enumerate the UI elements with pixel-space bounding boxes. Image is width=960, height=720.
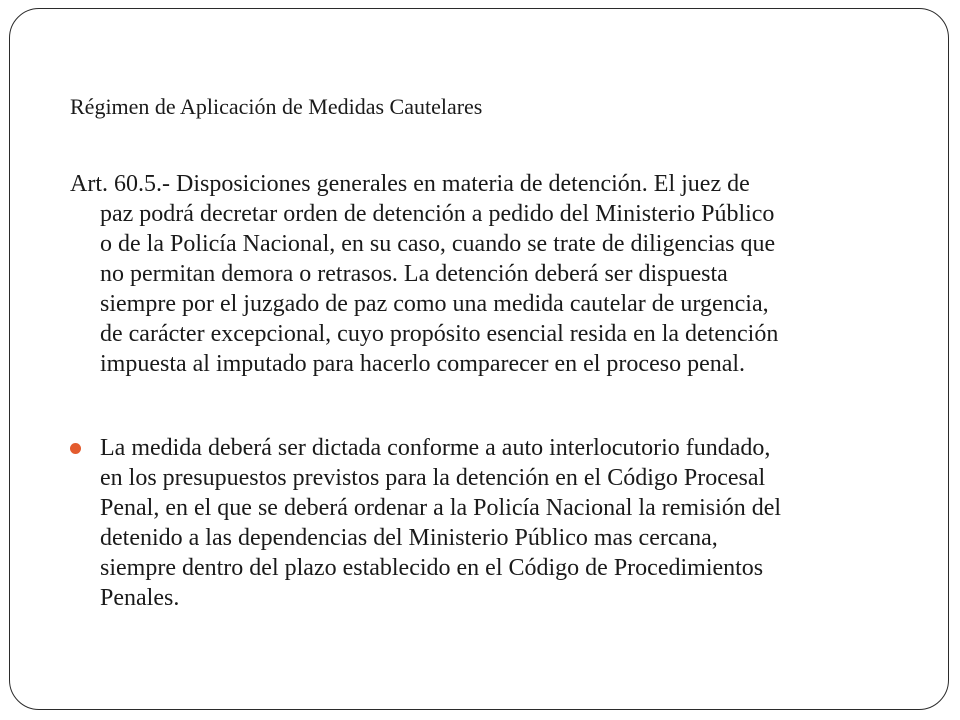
article-line: Art. 60.5.- Disposiciones generales en materia de detención. El juez de [70,171,750,197]
article-line: no permitan demora o retrasos. La detención deberá ser dispuesta [100,261,728,287]
bullet-line: Penales. [100,585,180,611]
bullet-line: La medida deberá ser dictada conforme a auto interlocutorio fundado, [100,435,771,461]
bullet-line: Penal, en el que se deberá ordenar a la Policía Nacional la remisión del [100,495,782,521]
bullet-paragraph [70,433,930,613]
bullet-item [70,433,930,613]
article-line: paz podrá decretar orden de detención a pedido del Ministerio Público [100,201,775,227]
bullet-line: en los presupuestos previstos para la detención en el Código Procesal [100,465,766,491]
article-line: siempre por el juzgado de paz como una medida cautelar de urgencia, [100,291,769,317]
article-line: impuesta al imputado para hacerlo comparecer en el proceso penal. [100,351,746,377]
bullet-line: siempre dentro del plazo establecido en el Código de Procedimientos [100,555,764,581]
bullet-line: detenido a las dependencias del Ministerio Público mas cercana, [100,525,718,551]
slide-frame [9,8,949,710]
article-paragraph [70,169,930,379]
slide-heading: Régimen de Aplicación de Medidas Cautelares [70,94,483,119]
article-line: de carácter excepcional, cuyo propósito esencial resida en la detención [100,321,779,347]
bullet-dot-icon [70,443,81,454]
article-line: o de la Policía Nacional, en su caso, cuando se trate de diligencias que [100,231,776,257]
